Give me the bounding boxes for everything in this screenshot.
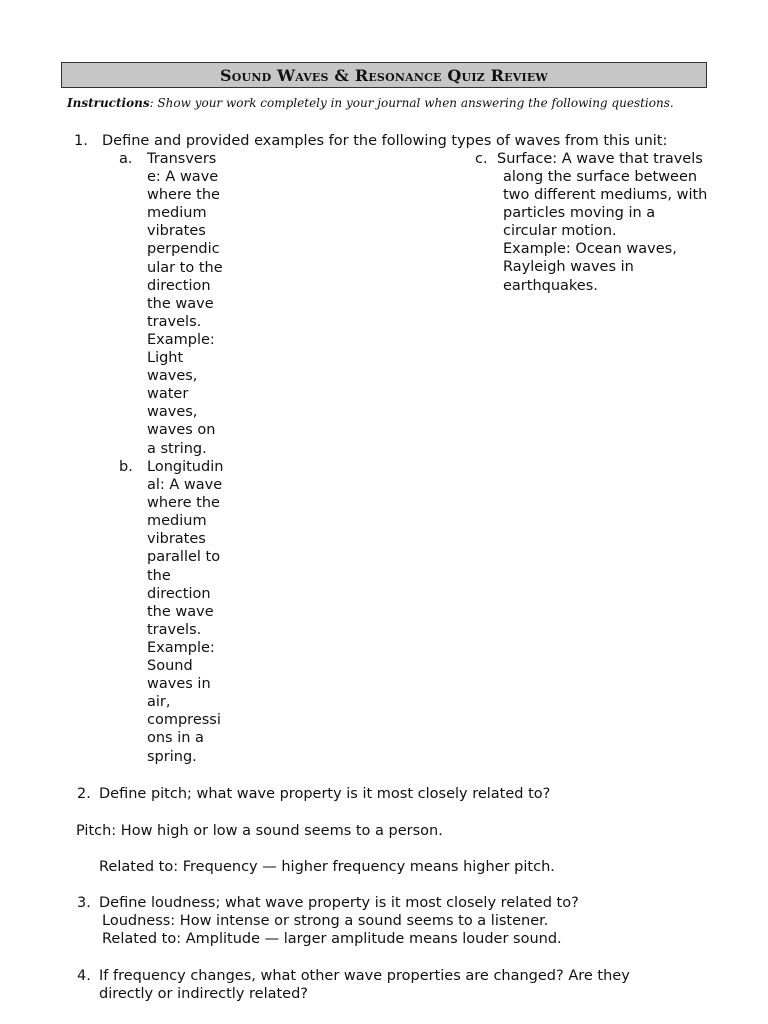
answer-line: the wave: [147, 603, 214, 620]
answer-line: circular motion.: [503, 223, 617, 240]
answer-line: Rayleigh waves in: [503, 259, 634, 276]
answer-line: medium: [147, 205, 207, 222]
instructions-text: : Show your work completely in your journal when answering the following questions.: [149, 96, 674, 110]
answer-line: along the surface between: [503, 169, 698, 185]
q3-text: Define loudness; what wave property is it most closely related to?: [99, 895, 579, 911]
q1-number: 1.: [74, 133, 88, 149]
answer-line: earthquakes.: [503, 277, 598, 294]
answer-line: waves,: [147, 368, 198, 385]
answer-line: where the: [147, 495, 220, 512]
q4-text-line1: If frequency changes, what other wave properties are changed? Are they: [99, 968, 630, 984]
answer-line: waves,: [147, 404, 198, 421]
answer-line: parallel to: [147, 549, 221, 566]
q1-text: Define and provided examples for the following types of waves from this unit:: [102, 133, 668, 149]
answer-line: compressi: [147, 712, 221, 729]
q1b-marker: b.: [119, 459, 133, 475]
answer-line: where the: [147, 187, 220, 204]
q3-number: 3.: [77, 895, 91, 911]
answer-line: Example:: [147, 639, 215, 656]
q2-text: Define pitch; what wave property is it most closely related to?: [99, 786, 551, 802]
answer-line: perpendic: [147, 241, 220, 258]
answer-line: Transvers: [147, 151, 217, 167]
answer-line: direction: [147, 585, 211, 602]
q1a-answer: [147, 150, 227, 458]
answer-line: medium: [147, 513, 207, 530]
answer-line: the: [147, 567, 171, 584]
instructions-label: Instructions: [67, 96, 150, 110]
answer-line: e: A wave: [147, 169, 219, 186]
answer-line: Example:: [147, 331, 215, 348]
answer-line: air,: [147, 694, 171, 711]
answer-line: water: [147, 386, 189, 403]
answer-line: Example: Ocean waves,: [503, 241, 677, 258]
q4-text-line2: directly or indirectly related?: [99, 986, 308, 1002]
answer-line: Sound: [147, 658, 193, 675]
answer-line: travels.: [147, 621, 202, 638]
title-banner: [61, 62, 707, 88]
q1b-answer: [147, 458, 227, 766]
q2-answer-related: Related to: Frequency — higher frequency means higher pitch.: [99, 859, 555, 875]
answer-line: a string.: [147, 440, 207, 457]
page-title: Sound Waves & Resonance Quiz Review: [220, 65, 548, 85]
answer-line: waves in: [147, 676, 211, 693]
answer-line: Longitudin: [147, 459, 224, 475]
answer-line: ular to the: [147, 259, 223, 276]
q1c-marker: c.: [475, 151, 488, 167]
q4-number: 4.: [77, 968, 91, 984]
answer-line: vibrates: [147, 223, 206, 240]
answer-line: the wave: [147, 295, 214, 312]
answer-line: two different mediums, with: [503, 187, 708, 204]
answer-line: ons in a: [147, 730, 204, 747]
answer-line: Light: [147, 350, 184, 367]
q3-answer-related: Related to: Amplitude — larger amplitude means louder sound.: [102, 931, 562, 947]
answer-line: waves on: [147, 422, 216, 439]
answer-line: al: A wave: [147, 477, 223, 494]
q1c-first-line: Surface: A wave that travels: [497, 151, 703, 167]
answer-line: particles moving in a: [503, 205, 656, 222]
q2-answer-pitch: Pitch: How high or low a sound seems to a person.: [76, 823, 443, 839]
answer-line: spring.: [147, 748, 197, 765]
instructions: [67, 96, 674, 110]
q3-answer-loudness: Loudness: How intense or strong a sound seems to a listener.: [102, 913, 549, 929]
q2-number: 2.: [77, 786, 91, 802]
answer-line: direction: [147, 277, 211, 294]
q1a-marker: a.: [119, 151, 133, 167]
answer-line: travels.: [147, 313, 202, 330]
answer-line: vibrates: [147, 531, 206, 548]
q1c-answer: [503, 168, 707, 295]
